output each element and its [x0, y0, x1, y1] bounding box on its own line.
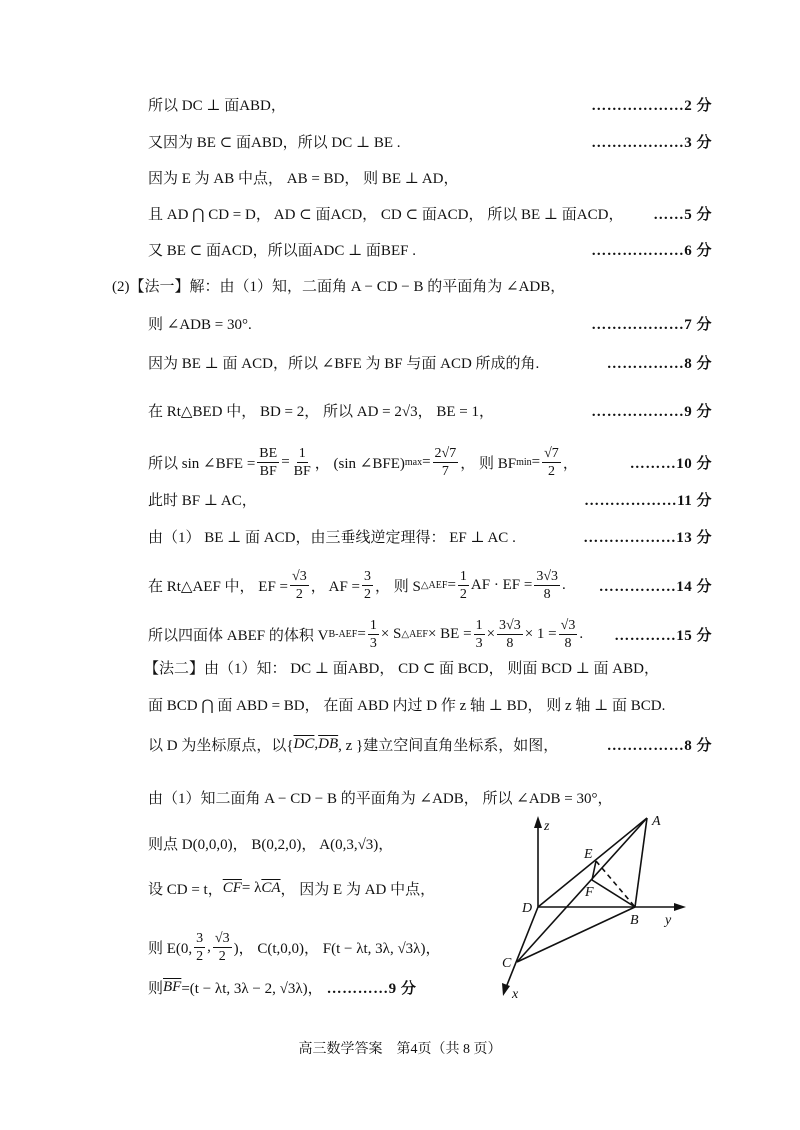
denominator: 7: [441, 464, 449, 479]
subscript: △AEF: [401, 629, 428, 640]
label-x: x: [512, 987, 519, 1002]
math-text: 则 ∠ADB = 30°.: [148, 317, 252, 333]
vector: $\overline{BF}$: [163, 979, 182, 995]
math-text: =(t − λt, 3λ − 2, √3λ)，: [181, 981, 323, 997]
numerator: 1: [298, 446, 306, 461]
numerator: 3√3: [536, 569, 558, 584]
answer-line: [148, 131, 712, 152]
math-text: ， 因为 E 为 AD 中点，: [280, 882, 436, 898]
math-text: 以 D 为坐标原点，以{: [148, 738, 294, 754]
line-content: [148, 445, 630, 480]
math-text: 因为 E 为 AB 中点， AB = BD， 则 BE ⊥ AD，: [148, 171, 459, 187]
page-footer: 高三数学答案 第4页（共 8 页）: [298, 1042, 502, 1057]
math-text: ，: [562, 456, 578, 472]
line-content: [148, 489, 584, 510]
math-text: .: [562, 577, 566, 593]
score-mark: ………………3 分: [591, 135, 712, 151]
numerator: 1: [369, 618, 377, 633]
line-content: [148, 239, 591, 260]
answer-line: [148, 239, 712, 260]
numerator: 3√3: [499, 618, 521, 633]
math-text: 因为 BE ⊥ 面 ACD，所以 ∠BFE 为 BF 与面 ACD 所成的角.: [148, 356, 540, 372]
math-text: )， C(t,0,0)， F(t − λt, 3λ, √3λ)，: [233, 941, 441, 957]
answer-line: [112, 275, 712, 296]
math-text: =: [447, 577, 456, 593]
math-text: .: [579, 626, 584, 642]
numerator: 2√7: [434, 446, 457, 461]
numerator: BE: [259, 446, 278, 461]
math-text: 则 E(0,: [148, 941, 193, 957]
math-text: × S: [380, 626, 402, 642]
label-y: y: [665, 913, 672, 928]
math-text: ,: [314, 736, 319, 752]
score-mark: …………9 分: [326, 981, 417, 997]
numerator: 3: [196, 931, 204, 946]
denominator: 2: [295, 587, 303, 602]
math-text: 在 Rt△AEF 中， EF =: [148, 579, 289, 595]
math-text: 则: [148, 981, 164, 997]
denominator: 2: [218, 949, 226, 964]
fraction: [194, 930, 205, 965]
denominator: 2: [364, 587, 372, 602]
label-B: B: [630, 913, 639, 928]
edge-BA: [635, 818, 647, 907]
math-text: =: [422, 454, 431, 470]
math-text: ， AF =: [310, 579, 361, 595]
line-content: [148, 617, 614, 652]
math-text: 由（1）知二面角 A − CD − B 的平面角为 ∠ADB， 所以 ∠ADB = 30°，: [148, 791, 613, 807]
math-text: ， (sin ∠BFE): [314, 456, 405, 472]
denominator: BF: [259, 464, 277, 479]
math-text: ×: [486, 626, 496, 642]
vector: $\overline{CA}$: [261, 880, 281, 896]
line-content: [148, 568, 599, 603]
math-text: = λ: [241, 880, 262, 896]
score-mark: …………15 分: [614, 628, 712, 644]
numerator: 1: [459, 569, 467, 584]
fraction: [257, 445, 279, 480]
math-text: 且 AD ⋂ CD = D， AD ⊂ 面ACD， CD ⊂ 面ACD， 所以 BE ⊥ 面ACD，: [148, 207, 624, 223]
denominator: 2: [196, 949, 204, 964]
denominator: 3: [369, 636, 377, 651]
line-content: [148, 352, 607, 373]
math-text: ,: [207, 939, 211, 955]
line-content: [148, 313, 591, 334]
answer-line: [148, 568, 712, 603]
answer-line: [148, 445, 712, 480]
denominator: 8: [564, 636, 572, 651]
vector: $\overline{DB}$: [318, 736, 339, 752]
denominator: 3: [475, 636, 483, 651]
fraction: [458, 568, 469, 603]
subscript: min: [516, 457, 532, 468]
answer-line: [148, 617, 712, 652]
fraction: [290, 568, 309, 603]
line-content: [148, 734, 607, 755]
answer-line: [148, 203, 712, 224]
score-mark: ………………11 分: [584, 493, 712, 509]
score-mark: ……………8 分: [606, 738, 712, 754]
label-E: E: [584, 847, 593, 862]
math-text: 在 Rt△BED 中， BD = 2， 所以 AD = 2√3， BE = 1，: [148, 404, 494, 420]
math-text: 又 BE ⊂ 面ACD，所以面ADC ⊥ 面BEF .: [148, 243, 416, 259]
x-axis: [505, 907, 538, 990]
fraction: [559, 617, 578, 652]
score-mark: ………………9 分: [591, 404, 712, 420]
math-text: , z }建立空间直角坐标系，如图，: [338, 738, 559, 754]
score-mark: ……………8 分: [606, 356, 712, 372]
fraction: [497, 617, 523, 652]
line-content: [148, 131, 591, 152]
score-mark: ………10 分: [629, 456, 712, 472]
math-text: (2)【法一】解：由（1）知，二面角 A − CD − B 的平面角为 ∠ADB，: [112, 279, 566, 295]
answer-line: [148, 94, 712, 115]
answer-line: [148, 694, 712, 715]
label-C: C: [502, 956, 512, 971]
answer-line: [148, 526, 712, 547]
math-text: =: [531, 454, 541, 470]
line-content: [112, 275, 712, 296]
denominator: 2: [459, 587, 467, 602]
answer-line: [144, 657, 712, 678]
score-mark: ………………7 分: [591, 317, 712, 333]
line-content: [148, 167, 712, 188]
denominator: 2: [547, 464, 555, 479]
answer-line: [148, 489, 712, 510]
math-text: 所以 DC ⊥ 面ABD，: [148, 98, 286, 114]
z-arrow: [534, 816, 542, 828]
y-arrow: [674, 903, 686, 911]
score-mark: ……5 分: [653, 207, 712, 223]
fraction: [368, 617, 379, 652]
score-mark: ………………2 分: [591, 98, 712, 114]
numerator: √3: [560, 618, 576, 633]
fraction: [292, 445, 313, 480]
line-content: [148, 526, 583, 547]
edge-EB: [596, 861, 635, 907]
math-text: 由（1） BE ⊥ 面 ACD，由三垂线逆定理得： EF ⊥ AC .: [148, 530, 516, 546]
answer-line: [148, 313, 712, 334]
math-text: AF · EF =: [470, 577, 533, 593]
fraction: [362, 568, 373, 603]
math-text: ， 则 S: [375, 579, 421, 595]
fraction: [474, 617, 485, 652]
answer-line: [148, 400, 712, 421]
numerator: √7: [544, 446, 559, 461]
math-text: 所以 sin ∠BFE =: [148, 456, 256, 472]
score-mark: ………………6 分: [591, 243, 712, 259]
vector: $\overline{DC}$: [293, 736, 315, 752]
math-text: =: [281, 454, 290, 470]
math-text: 则点 D(0,0,0)， B(0,2,0)， A(0,3,√3)，: [148, 837, 394, 853]
edge-FB: [592, 880, 635, 907]
fraction: [534, 568, 560, 603]
label-D: D: [522, 901, 533, 916]
denominator: 8: [506, 636, 514, 651]
math-text: 【法二】由（1）知： DC ⊥ 面ABD， CD ⊂ 面 BCD， 则面 BCD ⊥ 面 ABD，: [144, 661, 659, 677]
edge-CA: [517, 818, 647, 962]
line-content: [144, 657, 712, 678]
math-text: 设 CD = t，: [148, 882, 223, 898]
line-content: [148, 203, 653, 224]
subscript: B-AEF: [328, 629, 358, 640]
vector: $\overline{CF}$: [222, 880, 242, 896]
answer-line: [148, 734, 712, 755]
score-mark: ………………13 分: [583, 530, 712, 546]
score-mark: ……………14 分: [598, 579, 712, 595]
math-text: × 1 =: [524, 626, 557, 642]
subscript: △AEF: [420, 580, 448, 591]
numerator: √3: [292, 569, 307, 584]
line-content: [148, 400, 591, 421]
fraction: [213, 930, 232, 965]
x-arrow: [502, 983, 510, 996]
numerator: 3: [364, 569, 372, 584]
label-A: A: [652, 814, 661, 829]
denominator: 8: [543, 587, 551, 602]
math-text: 又因为 BE ⊂ 面ABD，所以 DC ⊥ BE .: [148, 135, 401, 151]
answer-line: [148, 352, 712, 373]
math-text: × BE =: [427, 626, 472, 642]
line-content: [148, 694, 712, 715]
subscript: max: [404, 457, 423, 468]
math-text: =: [357, 626, 366, 642]
math-text: 所以四面体 ABEF 的体积 V: [148, 628, 329, 644]
coordinate-figure: [480, 800, 720, 1010]
denominator: BF: [293, 464, 311, 479]
numerator: √3: [214, 931, 230, 946]
fraction: [433, 445, 459, 480]
label-F: F: [585, 885, 594, 900]
math-text: ， 则 BF: [460, 456, 517, 472]
math-text: 面 BCD ⋂ 面 ABD = BD， 在面 ABD 内过 D 作 z 轴 ⊥ BD， 则 z 轴 ⊥ 面 BCD.: [148, 698, 666, 714]
numerator: 1: [475, 618, 483, 633]
label-z: z: [544, 819, 550, 834]
line-content: [148, 94, 591, 115]
fraction: [542, 445, 561, 480]
math-text: 此时 BF ⊥ AC，: [148, 493, 257, 509]
answer-line: [148, 167, 712, 188]
